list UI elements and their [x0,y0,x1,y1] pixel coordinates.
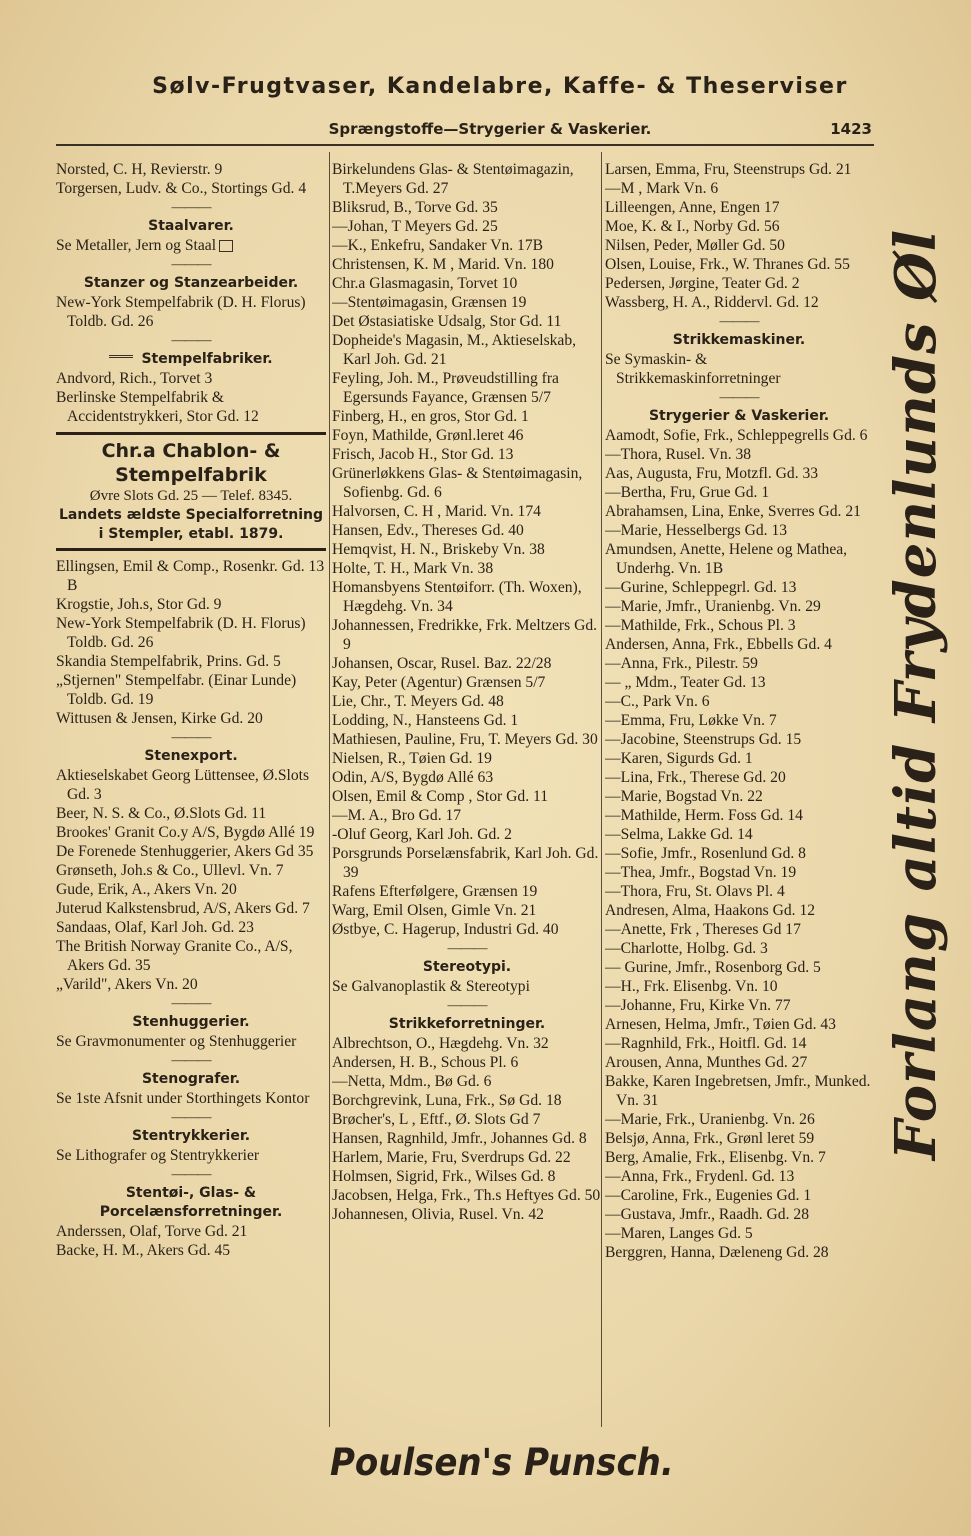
top-rule [56,144,874,146]
directory-entry: Pedersen, Jørgine, Teater Gd. 2 [605,275,800,292]
directory-entry: Det Østasiatiske Udsalg, Stor Gd. 11 [332,313,562,330]
entry-list [56,369,326,426]
directory-entry: —Jacobine, Steenstrups Gd. 15 [605,731,802,748]
section-heading [56,350,326,369]
directory-entry: Østbye, C. Hagerup, Industri Gd. 40 [332,921,559,938]
entry-list [56,293,326,331]
directory-entry: Larsen, Emma, Fru, Steenstrups Gd. 21 [605,161,852,178]
separator: ——— [171,1167,211,1182]
directory-entry: Andersen, H. B., Schous Pl. 6 [332,1054,519,1071]
directory-entry: —Thora, Fru, St. Olavs Pl. 4 [605,883,785,900]
directory-entry: —Selma, Lakke Gd. 14 [605,826,753,843]
directory-entry: Berg, Amalie, Frk., Elisenbg. Vn. 7 [605,1149,826,1166]
directory-entry: Warg, Emil Olsen, Gimle Vn. 21 [332,902,537,919]
directory-entry: Juterud Kalkstensbrud, A/S, Akers Gd. 7 [56,900,310,917]
banner-ad: Sølv-Frugtvaser, Kandelabre, Kaffe- & Theserviser [152,74,848,99]
directory-entry: Backe, H. M., Akers Gd. 45 [56,1242,231,1259]
see-reference [56,236,326,255]
directory-entry: Borchgrevink, Luna, Frk., Sø Gd. 18 [332,1092,562,1109]
separator: ——— [171,996,211,1011]
directory-entry: Berggren, Hanna, Dæleneng Gd. 28 [605,1244,829,1261]
directory-entry: Halvorsen, C. H , Marid. Vn. 174 [332,503,541,520]
directory-entry: —Johanne, Fru, Kirke Vn. 77 [605,997,791,1014]
directory-entry: Bliksrud, B., Torve Gd. 35 [332,199,498,216]
directory-entry: —C., Park Vn. 6 [605,693,710,710]
directory-entry: Aamodt, Sofie, Frk., Schleppegrells Gd. 6 [605,427,868,444]
separator: ——— [719,390,759,405]
directory-entry: -Oluf Georg, Karl Joh. Gd. 2 [332,826,512,843]
directory-entry: —Gustava, Jmfr., Raadh. Gd. 28 [605,1206,809,1223]
directory-entry: Johannessen, Fredrikke, Frk. Meltzers Gd. 9 [332,617,598,653]
directory-entry: Hemqvist, H. N., Briskeby Vn. 38 [332,541,545,558]
directory-entry: Bakke, Karen Ingebretsen, Jmfr., Munked. Vn. 31 [605,1073,871,1109]
see-reference: Se Galvanoplastik & Stereotypi [332,978,530,995]
directory-entry: —Bertha, Fru, Grue Gd. 1 [605,484,770,501]
directory-entry: Ellingsen, Emil & Comp., Rosenkr. Gd. 13 B [56,558,325,594]
directory-entry: Grønseth, Joh.s & Co., Ullevl. Vn. 7 [56,862,284,879]
directory-entry: —Caroline, Frk., Eugenies Gd. 1 [605,1187,812,1204]
footer-advertisement: Poulsen's Punsch. [330,1441,674,1485]
section-heading: Stentrykkerier. [131,1128,251,1144]
directory-entry: Chr.a Glasmagasin, Torvet 10 [332,275,518,292]
section-heading: Staalvarer. [148,218,234,234]
section-heading: Strikkemaskiner. [672,332,806,348]
separator: ——— [171,1053,211,1068]
separator: ——— [719,314,759,329]
section-heading: Stenexport. [144,748,238,764]
entry-list [605,426,873,1262]
directory-entry: Finberg, H., en gros, Stor Gd. 1 [332,408,529,425]
separator: ——— [447,941,487,956]
directory-entry: Andvord, Rich., Torvet 3 [56,370,213,387]
directory-entry: —Marie, Jmfr., Uranienbg. Vn. 29 [605,598,821,615]
separator: ——— [171,200,211,215]
directory-entry: „Varild", Akers Vn. 20 [56,976,198,993]
directory-entry: Andresen, Alma, Haakons Gd. 12 [605,902,816,919]
separator: ——— [447,998,487,1013]
directory-entry: —Anna, Frk., Frydenl. Gd. 13 [605,1168,795,1185]
directory-entry: Feyling, Joh. M., Prøveudstilling fra Egersunds Fayance, Grænsen 5/7 [332,370,559,406]
directory-entry: Krogstie, Joh.s, Stor Gd. 9 [56,596,222,613]
directory-entry: Lilleengen, Anne, Engen 17 [605,199,780,216]
see-reference: Se Gravmonumenter og Stenhuggerier [56,1033,297,1050]
separator: ——— [171,730,211,745]
directory-entry: Holte, T. H., Mark Vn. 38 [332,560,494,577]
page-subheading: Sprængstoffe—Strygerier & Vaskerier. [328,120,652,138]
directory-entry: Hansen, Edv., Thereses Gd. 40 [332,522,524,539]
see-reference: Se 1ste Afsnit under Storthingets Kontor [56,1090,310,1107]
entry-list [56,1222,326,1260]
see-reference-text: Se Metaller, Jern og Staal [56,237,217,254]
directory-entry: Olsen, Emil & Comp , Stor Gd. 11 [332,788,549,805]
directory-entry: Odin, A/S, Bygdø Allé 63 [332,769,494,786]
directory-entry: —Ragnhild, Frk., Hoitfl. Gd. 14 [605,1035,807,1052]
page-number: 1423 [830,120,872,138]
entry-list [56,160,326,198]
directory-entry: —Charlotte, Holbg. Gd. 3 [605,940,768,957]
ad-tagline: Landets ældste Specialforretning i Stempler, etabl. 1879. [58,507,324,542]
side-advertisement: Forlang altid Frydenlunds Øl [883,228,949,1160]
entry-list [332,160,602,939]
directory-entry: Amundsen, Anette, Helene og Mathea, Underhg. Vn. 1B [605,541,848,577]
directory-entry: —Karen, Sigurds Gd. 1 [605,750,753,767]
see-reference: Se Lithografer og Stentrykkerier [56,1147,260,1164]
directory-entry: Wassberg, H. A., Riddervl. Gd. 12 [605,294,819,311]
directory-entry: Christensen, K. M , Marid. Vn. 180 [332,256,554,273]
entry-list [605,160,873,312]
directory-entry: The British Norway Granite Co., A/S, Akers Gd. 35 [56,938,293,974]
section-heading: Stentøi-, Glas- & Porcelænsforretninger. [99,1185,283,1220]
directory-entry: Wittusen & Jensen, Kirke Gd. 20 [56,710,263,727]
column-divider [329,152,330,1427]
directory-entry: Olsen, Louise, Frk., W. Thranes Gd. 55 [605,256,850,273]
column-1 [56,160,326,1430]
ad-title: Chr.a Chablon- & Stempelfabrik [101,440,281,486]
column-2 [332,160,602,1430]
directory-entry: Johannesen, Olivia, Rusel. Vn. 42 [332,1206,544,1223]
section-heading: Strygerier & Vaskerier. [648,408,830,424]
directory-entry: Torgersen, Ludv. & Co., Stortings Gd. 4 [56,180,307,197]
directory-entry: Arousen, Anna, Munthes Gd. 27 [605,1054,808,1071]
directory-entry: Anderssen, Olaf, Torve Gd. 21 [56,1223,248,1240]
section-heading: Stanzer og Stanzearbeider. [83,275,299,291]
directory-entry: —Anette, Frk , Thereses Gd 17 [605,921,801,938]
entry-list [56,766,326,994]
directory-entry: Dopheide's Magasin, M., Aktieselskab, Karl Joh. Gd. 21 [332,332,577,368]
directory-entry: Gude, Erik, A., Akers Vn. 20 [56,881,237,898]
directory-entry: Aktieselskabet Georg Lüttensee, Ø.Slots Gd. 3 [56,767,310,803]
directory-entry: —Mathilde, Frk., Schous Pl. 3 [605,617,796,634]
directory-entry: Kay, Peter (Agentur) Grænsen 5/7 [332,674,546,691]
directory-entry: Aas, Augusta, Fru, Motzfl. Gd. 33 [605,465,819,482]
directory-entry: Albrechtson, O., Hægdehg. Vn. 32 [332,1035,549,1052]
directory-entry: —Thea, Jmfr., Bogstad Vn. 19 [605,864,797,881]
directory-entry: Birkelundens Glas- & Stentøimagazin, T.Meyers Gd. 27 [332,161,574,197]
directory-entry: Nilsen, Peder, Møller Gd. 50 [605,237,785,254]
directory-entry: Frisch, Jacob H., Stor Gd. 13 [332,446,514,463]
directory-entry: Abrahamsen, Lina, Enke, Sverres Gd. 21 [605,503,861,520]
hand-pointer-icon [219,240,233,252]
directory-entry: Lie, Chr., T. Meyers Gd. 48 [332,693,504,710]
directory-entry: Holmsen, Sigrid, Frk., Wilses Gd. 8 [332,1168,556,1185]
directory-entry: Foyn, Mathilde, Grønl.leret 46 [332,427,524,444]
directory-entry: —Gurine, Schleppegrl. Gd. 13 [605,579,797,596]
directory-entry: —M , Mark Vn. 6 [605,180,719,197]
directory-entry: —M. A., Bro Gd. 17 [332,807,462,824]
directory-entry: Harlem, Marie, Fru, Sverdrups Gd. 22 [332,1149,571,1166]
section-heading-text: Stempelfabriker. [141,351,273,367]
separator: ——— [171,333,211,348]
directory-entry: — Gurine, Jmfr., Rosenborg Gd. 5 [605,959,821,976]
entry-list [332,1034,602,1224]
directory-entry: —Anna, Frk., Pilestr. 59 [605,655,758,672]
directory-entry: Jacobsen, Helga, Frk., Th.s Heftyes Gd. 50 [332,1187,601,1204]
directory-entry: —Stentøimagasin, Grænsen 19 [332,294,527,311]
chablon-advertisement [56,432,326,551]
directory-entry: Hansen, Ragnhild, Jmfr., Johannes Gd. 8 [332,1130,587,1147]
directory-entry: Moe, K. & I., Norby Gd. 56 [605,218,780,235]
directory-entry: Sandaas, Olaf, Karl Joh. Gd. 23 [56,919,254,936]
directory-entry: Belsjø, Anna, Frk., Grønl leret 59 [605,1130,815,1147]
section-heading: Stereotypi. [422,959,512,975]
directory-entry: — „ Mdm., Teater Gd. 13 [605,674,766,691]
directory-entry: —H., Frk. Elisenbg. Vn. 10 [605,978,778,995]
directory-entry: Brøcher's, L , Eftf., Ø. Slots Gd 7 [332,1111,541,1128]
separator: ——— [171,1110,211,1125]
directory-entry: —Emma, Fru, Løkke Vn. 7 [605,712,777,729]
directory-entry: —Sofie, Jmfr., Rosenlund Gd. 8 [605,845,806,862]
directory-entry: Skandia Stempelfabrik, Prins. Gd. 5 [56,653,281,670]
directory-entry: Berlinske Stempelfabrik & Accidentstrykkeri, Stor Gd. 12 [56,389,259,425]
directory-entry: Nielsen, R., Tøien Gd. 19 [332,750,492,767]
directory-entry: —Marie, Hesselbergs Gd. 13 [605,522,788,539]
directory-entry: —Maren, Langes Gd. 5 [605,1225,753,1242]
directory-entry: Lodding, N., Hansteens Gd. 1 [332,712,519,729]
directory-entry: —Marie, Bogstad Vn. 22 [605,788,763,805]
directory-entry: Homansbyens Stentøiforr. (Th. Woxen), Hægdehg. Vn. 34 [332,579,582,615]
directory-entry: Rafens Efterfølgere, Grænsen 19 [332,883,538,900]
directory-entry: —Johan, T Meyers Gd. 25 [332,218,498,235]
directory-entry: Grünerløkkens Glas- & Stentøimagasin, Sofienbg. Gd. 6 [332,465,583,501]
separator: ——— [171,257,211,272]
entry-list [56,557,326,728]
section-heading: Stenografer. [141,1071,241,1087]
directory-entry: —Lina, Frk., Therese Gd. 20 [605,769,786,786]
directory-entry: —K., Enkefru, Sandaker Vn. 17B [332,237,544,254]
directory-entry: De Forenede Stenhuggerier, Akers Gd 35 [56,843,314,860]
directory-entry: Norsted, C. H, Revierstr. 9 [56,161,223,178]
directory-entry: Arnesen, Helma, Jmfr., Tøien Gd. 43 [605,1016,836,1033]
directory-entry: —Netta, Mdm., Bø Gd. 6 [332,1073,492,1090]
directory-entry: Mathiesen, Pauline, Fru, T. Meyers Gd. 30 [332,731,598,748]
directory-entry: Porsgrunds Porselænsfabrik, Karl Joh. Gd. 39 [332,845,599,881]
section-heading: Stenhuggerier. [132,1014,250,1030]
directory-entry: New-York Stempelfabrik (D. H. Florus) Toldb. Gd. 26 [56,615,306,651]
stamp-icon [109,355,133,364]
column-3 [605,160,873,1430]
directory-entry: —Marie, Frk., Uranienbg. Vn. 26 [605,1111,815,1128]
ad-address: Øvre Slots Gd. 25 — Telef. 8345. [89,488,293,504]
directory-entry: —Mathilde, Herm. Foss Gd. 14 [605,807,803,824]
section-heading: Strikkeforretninger. [388,1016,546,1032]
directory-entry: —Thora, Rusel. Vn. 38 [605,446,752,463]
directory-entry: Johansen, Oscar, Rusel. Baz. 22/28 [332,655,552,672]
see-reference: Se Symaskin- & Strikkemaskinforretninger [605,351,781,387]
directory-entry: New-York Stempelfabrik (D. H. Florus) Toldb. Gd. 26 [56,294,306,330]
directory-entry: Beer, N. S. & Co., Ø.Slots Gd. 11 [56,805,267,822]
directory-entry: Andersen, Anna, Frk., Ebbells Gd. 4 [605,636,832,653]
directory-entry: „Stjernen" Stempelfabr. (Einar Lunde) Toldb. Gd. 19 [56,672,297,708]
directory-entry: Brookes' Granit Co.y A/S, Bygdø Allé 19 [56,824,315,841]
